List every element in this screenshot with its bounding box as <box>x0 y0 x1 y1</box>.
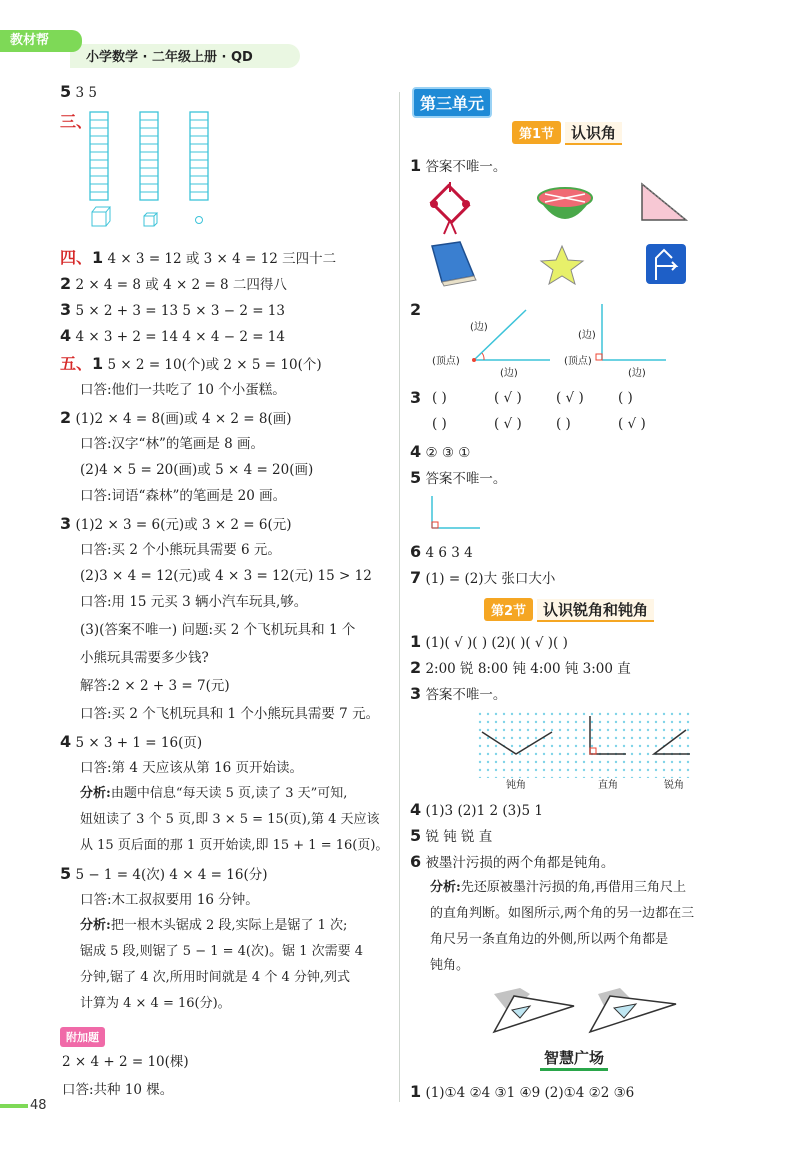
item-number: 1 <box>92 248 104 267</box>
answer-line: (2)3 × 4 = 12(元)或 4 × 3 = 12(元) 15 > 12 <box>80 568 372 584</box>
wisdom-square-title: 智慧广场 <box>540 1047 608 1071</box>
header-title: 小学数学 · 二年级上册 · QD <box>86 50 253 65</box>
left-item-5-5 <box>60 864 268 885</box>
analysis-text: 先还原被墨汁污损的角,再借用三角尺上 <box>460 880 686 895</box>
analysis-line: 的直角判断。如图所示,两个角的另一边都在三 <box>430 906 695 921</box>
answer-line: 解答:2 × 2 + 3 = 7(元) <box>80 678 230 694</box>
right-item-3 <box>410 388 421 409</box>
answer-box: ( √ ) <box>494 416 522 432</box>
right-sec2-item-6 <box>410 852 614 873</box>
triangle-ruler-check-figure <box>490 984 690 1038</box>
q3-row-2 <box>432 414 680 434</box>
item-text: (1)3 (2)1 2 (3)5 1 <box>425 803 543 819</box>
left-item-5 <box>60 82 97 103</box>
item-text: 3 5 <box>75 85 97 101</box>
left-item-5-2 <box>60 408 292 429</box>
bonus-badge: 附加题 <box>60 1027 105 1047</box>
item-text: 2:00 锐 8:00 钝 4:00 钝 3:00 直 <box>425 661 631 677</box>
page-number: 48 <box>30 1098 47 1113</box>
analysis-line: 分钟,锯了 4 次,所用时间就是 4 个 4 分钟,列式 <box>80 970 351 985</box>
analysis-line: 计算为 4 × 4 = 16(分)。 <box>80 996 231 1011</box>
right-sec2-item-2 <box>410 658 631 679</box>
item-text: (1)2 × 4 = 8(画)或 4 × 2 = 8(画) <box>75 411 292 427</box>
item-text: 答案不唯一。 <box>425 471 507 487</box>
item-number: 7 <box>410 568 422 587</box>
right-sec2-item-3 <box>410 684 506 705</box>
q3-row-1 <box>432 388 680 408</box>
right-item-7 <box>410 568 555 589</box>
analysis-text: 由题中信息“每天读 5 页,读了 3 天”可知, <box>110 786 348 801</box>
answer-box: ( √ ) <box>556 390 584 406</box>
item-number: 5 <box>410 468 422 487</box>
right-item-4 <box>410 442 470 463</box>
vertex-label: (顶点) <box>432 356 460 367</box>
item-number: 5 <box>60 864 72 883</box>
item-text: (1) = (2)大 张口大小 <box>425 571 556 587</box>
item-text: 5 × 2 = 10(个)或 2 × 5 = 10(个) <box>107 357 322 373</box>
analysis-line <box>80 784 347 804</box>
counting-rods-illustration <box>84 108 234 228</box>
item-number: 4 <box>60 732 72 751</box>
unit-title: 第三单元 <box>412 87 492 118</box>
right-item-2 <box>410 300 421 321</box>
item-text: 被墨汁污损的两个角都是钝角。 <box>425 855 615 871</box>
left-item-4-1 <box>60 248 336 269</box>
item-text: 5 × 2 + 3 = 13 5 × 3 − 2 = 13 <box>75 303 285 319</box>
answer-line: 口答:词语“森林”的笔画是 20 画。 <box>80 488 287 504</box>
item-text: ② ③ ① <box>425 445 471 461</box>
item-text: 答案不唯一。 <box>425 687 507 703</box>
page-marker <box>0 1104 28 1108</box>
item-number: 4 <box>60 326 72 345</box>
answer-line: (2)4 × 5 = 20(画)或 5 × 4 = 20(画) <box>80 462 314 478</box>
vertex-label: (顶点) <box>564 356 592 367</box>
item-number: 2 <box>410 658 422 677</box>
analysis-line: 钝角。 <box>430 958 470 973</box>
answer-line: (3)(答案不唯一) 问题:买 2 个飞机玩具和 1 个 <box>80 622 356 638</box>
edge-label: (边) <box>578 330 596 341</box>
wisdom-item-1 <box>410 1082 634 1103</box>
figure-caption: 直角 <box>598 780 618 791</box>
left-item-5-4 <box>60 732 202 753</box>
angle-objects-illustration <box>420 180 710 300</box>
column-divider <box>399 92 400 1102</box>
item-text: (1)( √ )( ) (2)( )( √ )( ) <box>425 635 568 651</box>
section-title: 认识锐角和钝角 <box>537 599 654 622</box>
answer-line: 口答:他们一共吃了 10 个小蛋糕。 <box>80 382 286 398</box>
left-item-4-3 <box>60 300 285 321</box>
analysis-text: 把一根木头锯成 2 段,实际上是锯了 1 次; <box>110 918 348 933</box>
section-2-header <box>484 598 654 620</box>
item-text: 答案不唯一。 <box>425 159 507 175</box>
left-item-4-4 <box>60 326 285 347</box>
item-text: 4 6 3 4 <box>425 545 473 561</box>
section-4-label: 四、 <box>60 248 93 267</box>
bonus-line: 2 × 4 + 2 = 10(棵) <box>62 1054 189 1070</box>
bonus-line: 口答:共种 10 棵。 <box>62 1082 174 1098</box>
item-number: 3 <box>410 388 422 407</box>
item-number: 1 <box>410 1082 422 1101</box>
watermelon-icon <box>538 188 592 219</box>
answer-line: 口答:汉字“林”的笔画是 8 画。 <box>80 436 265 452</box>
figure-caption: 锐角 <box>664 780 684 791</box>
star-icon <box>541 246 583 284</box>
item-text: 5 × 3 + 1 = 16(页) <box>75 735 203 751</box>
item-text: (1)2 × 3 = 6(元)或 3 × 2 = 6(元) <box>75 517 292 533</box>
item-number: 2 <box>410 300 422 319</box>
answer-box: ( ) <box>432 416 447 432</box>
right-sec2-item-1 <box>410 632 568 653</box>
right-sec2-item-4 <box>410 800 543 821</box>
section-tag: 第2节 <box>484 598 533 621</box>
analysis-line: 角尺另一条直角边的外侧,所以两个角都是 <box>430 932 669 947</box>
analysis-label: 分析: <box>80 786 111 801</box>
item-number: 3 <box>60 514 72 533</box>
section-1-header <box>512 121 622 143</box>
section-tag: 第1节 <box>512 121 561 144</box>
section-title: 认识角 <box>565 122 622 145</box>
item-number: 4 <box>410 800 422 819</box>
answer-line: 口答:买 2 个飞机玩具和 1 个小熊玩具需要 7 元。 <box>80 706 380 722</box>
answer-line: 口答:第 4 天应该从第 16 页开始读。 <box>80 760 303 776</box>
item-number: 3 <box>60 300 72 319</box>
book-icon <box>432 242 476 286</box>
answer-line: 小熊玩具需要多少钱? <box>80 650 209 666</box>
left-item-5-1 <box>60 354 322 375</box>
item-number: 5 <box>410 826 422 845</box>
edge-label: (边) <box>500 368 518 379</box>
dot-grid-angles <box>478 712 694 778</box>
answer-line: 口答:用 15 元买 3 辆小汽车玩具,够。 <box>80 594 308 610</box>
analysis-label: 分析: <box>430 880 461 895</box>
analysis-line <box>430 878 686 898</box>
item-number: 1 <box>410 156 422 175</box>
item-number: 1 <box>92 354 104 373</box>
left-item-5-3 <box>60 514 292 535</box>
section-5-label: 五、 <box>60 354 93 373</box>
edge-label: (边) <box>470 322 488 333</box>
left-item-4-2 <box>60 274 287 295</box>
item-text: 5 − 1 = 4(次) 4 × 4 = 16(分) <box>75 867 268 883</box>
figure-caption: 钝角 <box>506 780 526 791</box>
right-angle-drawing <box>424 494 484 534</box>
item-number: 6 <box>410 542 422 561</box>
right-item-1 <box>410 156 506 177</box>
item-number: 4 <box>410 442 422 461</box>
analysis-line: 锯成 5 段,则锯了 5 − 1 = 4(次)。锯 1 次需要 4 <box>80 944 364 959</box>
item-number: 6 <box>410 852 422 871</box>
analysis-label: 分析: <box>80 918 111 933</box>
right-sec2-item-5 <box>410 826 492 847</box>
answer-line: 口答:买 2 个小熊玩具需要 6 元。 <box>80 542 281 558</box>
item-text: (1)①4 ②4 ③1 ④9 (2)①4 ②2 ③6 <box>425 1085 635 1101</box>
right-item-6 <box>410 542 473 563</box>
answer-box: ( ) <box>556 416 571 432</box>
answer-line: 口答:木工叔叔要用 16 分钟。 <box>80 892 259 908</box>
item-number: 5 <box>60 82 72 101</box>
road-sign-icon <box>646 244 686 284</box>
item-text: 4 × 3 = 12 或 3 × 4 = 12 三四十二 <box>107 251 337 267</box>
answer-box: ( √ ) <box>618 416 646 432</box>
right-item-5 <box>410 468 506 489</box>
item-text: 2 × 4 = 8 或 4 × 2 = 8 二四得八 <box>75 277 287 293</box>
angle-parts-diagram <box>430 300 690 382</box>
chinese-knot-icon <box>430 182 470 234</box>
item-number: 2 <box>60 274 72 293</box>
item-number: 1 <box>410 632 422 651</box>
triangle-ruler-icon <box>642 184 686 220</box>
section-3-label: 三、 <box>60 112 93 131</box>
analysis-line <box>80 916 347 936</box>
analysis-line: 从 15 页后面的那 1 页开始读,即 15 + 1 = 16(页)。 <box>80 838 389 853</box>
header-tag: 教材帮 <box>0 30 82 52</box>
analysis-line: 妞妞读了 3 个 5 页,即 3 × 5 = 15(页),第 4 天应该 <box>80 812 380 827</box>
item-number: 2 <box>60 408 72 427</box>
answer-box: ( ) <box>618 390 633 406</box>
answer-box: ( ) <box>432 390 447 406</box>
edge-label: (边) <box>628 368 646 379</box>
item-text: 4 × 3 + 2 = 14 4 × 4 − 2 = 14 <box>75 329 285 345</box>
answer-box: ( √ ) <box>494 390 522 406</box>
item-number: 3 <box>410 684 422 703</box>
item-text: 锐 钝 锐 直 <box>425 829 493 845</box>
